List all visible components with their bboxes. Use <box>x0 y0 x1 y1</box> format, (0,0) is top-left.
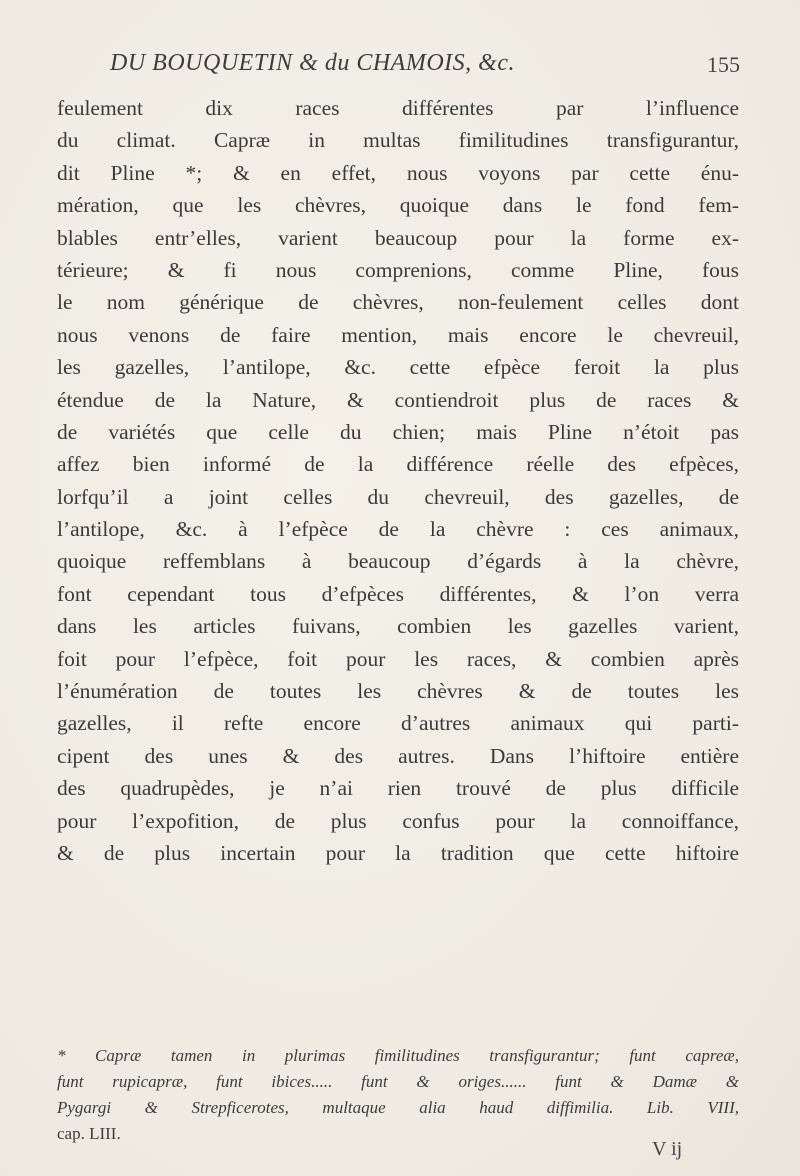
body-line: le nom générique de chèvres, non-feulement celles dont <box>57 290 739 315</box>
body-line: nous venons de faire mention, mais encore le chevreuil, <box>57 322 739 347</box>
body-line: lorfqu’il a joint celles du chevreuil, des gazelles, de <box>57 484 739 509</box>
footnote-line: * Capræ tamen in plurimas fimilitudines transfigurantur; funt capreæ, <box>57 1046 739 1065</box>
body-line: cipent des unes & des autres. Dans l’hiftoire entière <box>57 743 739 768</box>
body-line: quoique reffemblans à beaucoup d’égards à la chèvre, <box>57 549 739 574</box>
body-line: & de plus incertain pour la tradition que cette hiftoire <box>57 840 739 865</box>
body-line: foit pour l’efpèce, foit pour les races, & combien après <box>57 646 739 671</box>
body-line: font cependant tous d’efpèces différentes, & l’on verra <box>57 581 739 606</box>
body-line: dit Pline *; & en effet, nous voyons par cette énu- <box>57 160 739 185</box>
page-number: 155 <box>707 52 740 77</box>
body-line: térieure; & fi nous comprenions, comme Pline, fous <box>57 257 739 282</box>
body-line: feulement dix races différentes par l’influence <box>57 96 739 120</box>
footnote-line: Pygargi & Strepficerotes, multaque alia haud diffimilia. Lib. VIII, <box>57 1098 739 1117</box>
body-line: l’antilope, &c. à l’efpèce de la chèvre : ces animaux, <box>57 517 739 542</box>
body-line: du climat. Capræ in multas fimilitudines transfigurantur, <box>57 128 739 153</box>
body-line: l’énumération de toutes les chèvres & de toutes les <box>57 679 739 704</box>
footnote-line: cap. LIII. <box>57 1124 121 1143</box>
body-line: dans les articles fuivans, combien les gazelles varient, <box>57 614 739 639</box>
footnote-line: funt rupicapræ, funt ibices..... funt & origes...... funt & Damæ & <box>57 1072 739 1091</box>
page-header <box>92 40 740 80</box>
body-line: blables entr’elles, varient beaucoup pour la forme ex- <box>57 225 739 250</box>
body-line: étendue de la Nature, & contiendroit plus de races & <box>57 387 739 412</box>
body-line: les gazelles, l’antilope, &c. cette efpèce feroit la plus <box>57 355 739 380</box>
body-line: pour l’expofition, de plus confus pour la connoiffance, <box>57 808 739 833</box>
body-text <box>57 92 739 869</box>
running-head: DU BOUQUETIN & du CHAMOIS, &c. <box>110 50 515 76</box>
body-line: affez bien informé de la différence réelle des efpèces, <box>57 452 739 477</box>
body-line: gazelles, il refte encore d’autres animaux qui parti- <box>57 711 739 736</box>
body-line: de variétés que celle du chien; mais Pline n’étoit pas <box>57 419 739 444</box>
signature-mark: V ij <box>652 1138 683 1160</box>
footnote <box>57 1043 739 1147</box>
body-line: des quadrupèdes, je n’ai rien trouvé de plus difficile <box>57 776 739 801</box>
body-line: mération, que les chèvres, quoique dans le fond fem- <box>57 193 739 218</box>
